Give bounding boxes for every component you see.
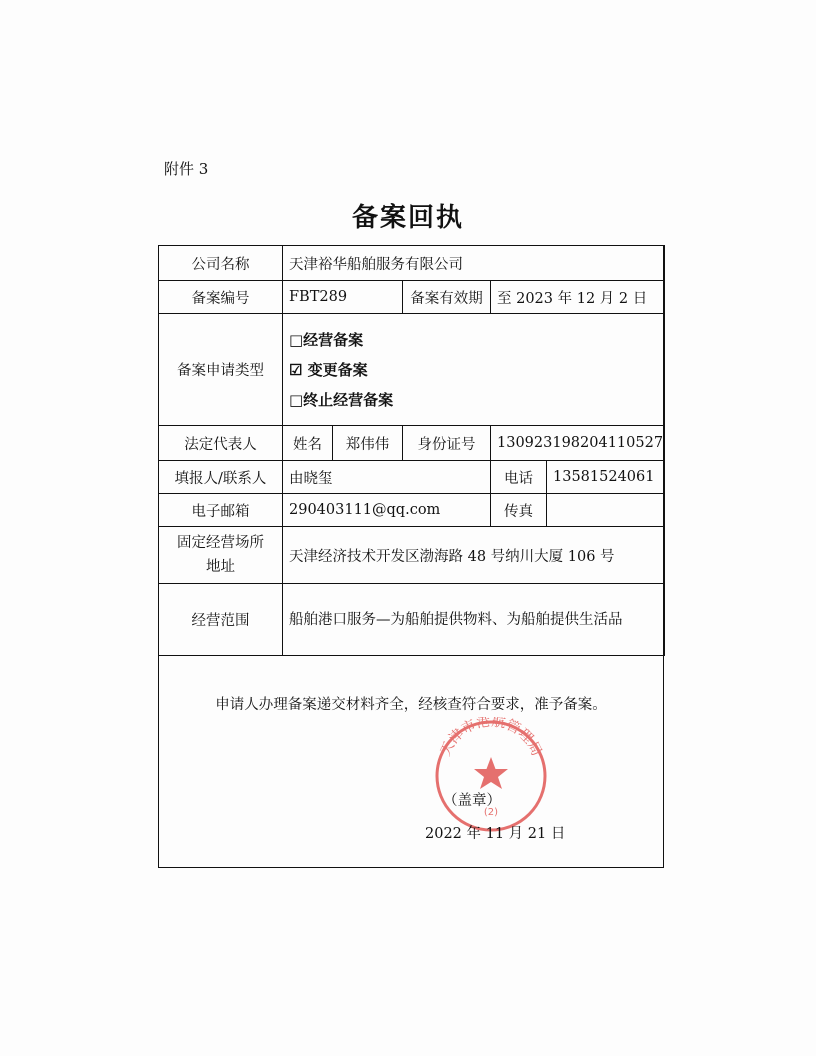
apply-type-label: 备案申请类型 <box>159 314 283 426</box>
legal-rep-label: 法定代表人 <box>159 426 283 461</box>
address-label <box>159 527 283 584</box>
row-scope <box>159 584 665 656</box>
row-contact <box>159 461 665 494</box>
row-apply-type <box>159 314 665 426</box>
seal-label: （盖章） <box>443 793 501 809</box>
id-label: 身份证号 <box>403 426 491 461</box>
address-value: 天津经济技术开发区渤海路 48 号纳川大厦 106 号 <box>283 527 665 584</box>
row-record-no <box>159 281 665 314</box>
seal-star-icon <box>474 757 508 789</box>
issue-date: 2022 年 11 月 21 日 <box>425 826 566 842</box>
phone-value: 13581524061 <box>547 461 665 494</box>
record-form-table <box>158 245 665 656</box>
name-label: 姓名 <box>283 426 333 461</box>
record-no-value: FBT289 <box>283 281 403 314</box>
checkbox-termination-record[interactable]: □终止经营备案 <box>289 390 394 409</box>
email-label: 电子邮箱 <box>159 494 283 527</box>
checkbox-operation-record[interactable]: □经营备案 <box>289 330 364 349</box>
row-email <box>159 494 665 527</box>
attachment-label: 附件 3 <box>164 160 209 178</box>
row-company <box>159 246 665 281</box>
seal-stamp-icon <box>432 717 550 835</box>
company-label: 公司名称 <box>159 246 283 281</box>
validity-label: 备案有效期 <box>403 281 491 314</box>
fax-value <box>547 494 665 527</box>
contact-label: 填报人/联系人 <box>159 461 283 494</box>
validity-value: 至 2023 年 12 月 2 日 <box>491 281 665 314</box>
company-value: 天津裕华船舶服务有限公司 <box>283 246 665 281</box>
address-label-line-1: 固定经营场所 <box>177 535 264 551</box>
page-title: 备案回执 <box>351 203 464 233</box>
contact-value: 由晓玺 <box>283 461 491 494</box>
record-no-label: 备案编号 <box>159 281 283 314</box>
apply-type-options <box>283 314 665 426</box>
email-value: 290403111@qq.com <box>283 494 491 527</box>
fax-label: 传真 <box>491 494 547 527</box>
approval-statement: 申请人办理备案递交材料齐全，经核查符合要求，准予备案。 <box>215 697 607 713</box>
id-value: 130923198204110527 <box>491 426 665 461</box>
seal-sub-text: (2) <box>483 807 499 818</box>
seal-ring-text: 天津市港航管理局 <box>437 717 545 759</box>
phone-label: 电话 <box>491 461 547 494</box>
scope-label: 经营范围 <box>159 584 283 656</box>
name-value: 郑伟伟 <box>333 426 403 461</box>
checkbox-change-record[interactable]: ☑ 变更备案 <box>289 360 368 379</box>
scope-value: 船舶港口服务—为船舶提供物料、为船舶提供生活品 <box>283 584 665 656</box>
official-seal <box>432 717 550 835</box>
row-address <box>159 527 665 584</box>
row-legal-rep <box>159 426 665 461</box>
address-label-line-2: 地址 <box>206 559 235 575</box>
